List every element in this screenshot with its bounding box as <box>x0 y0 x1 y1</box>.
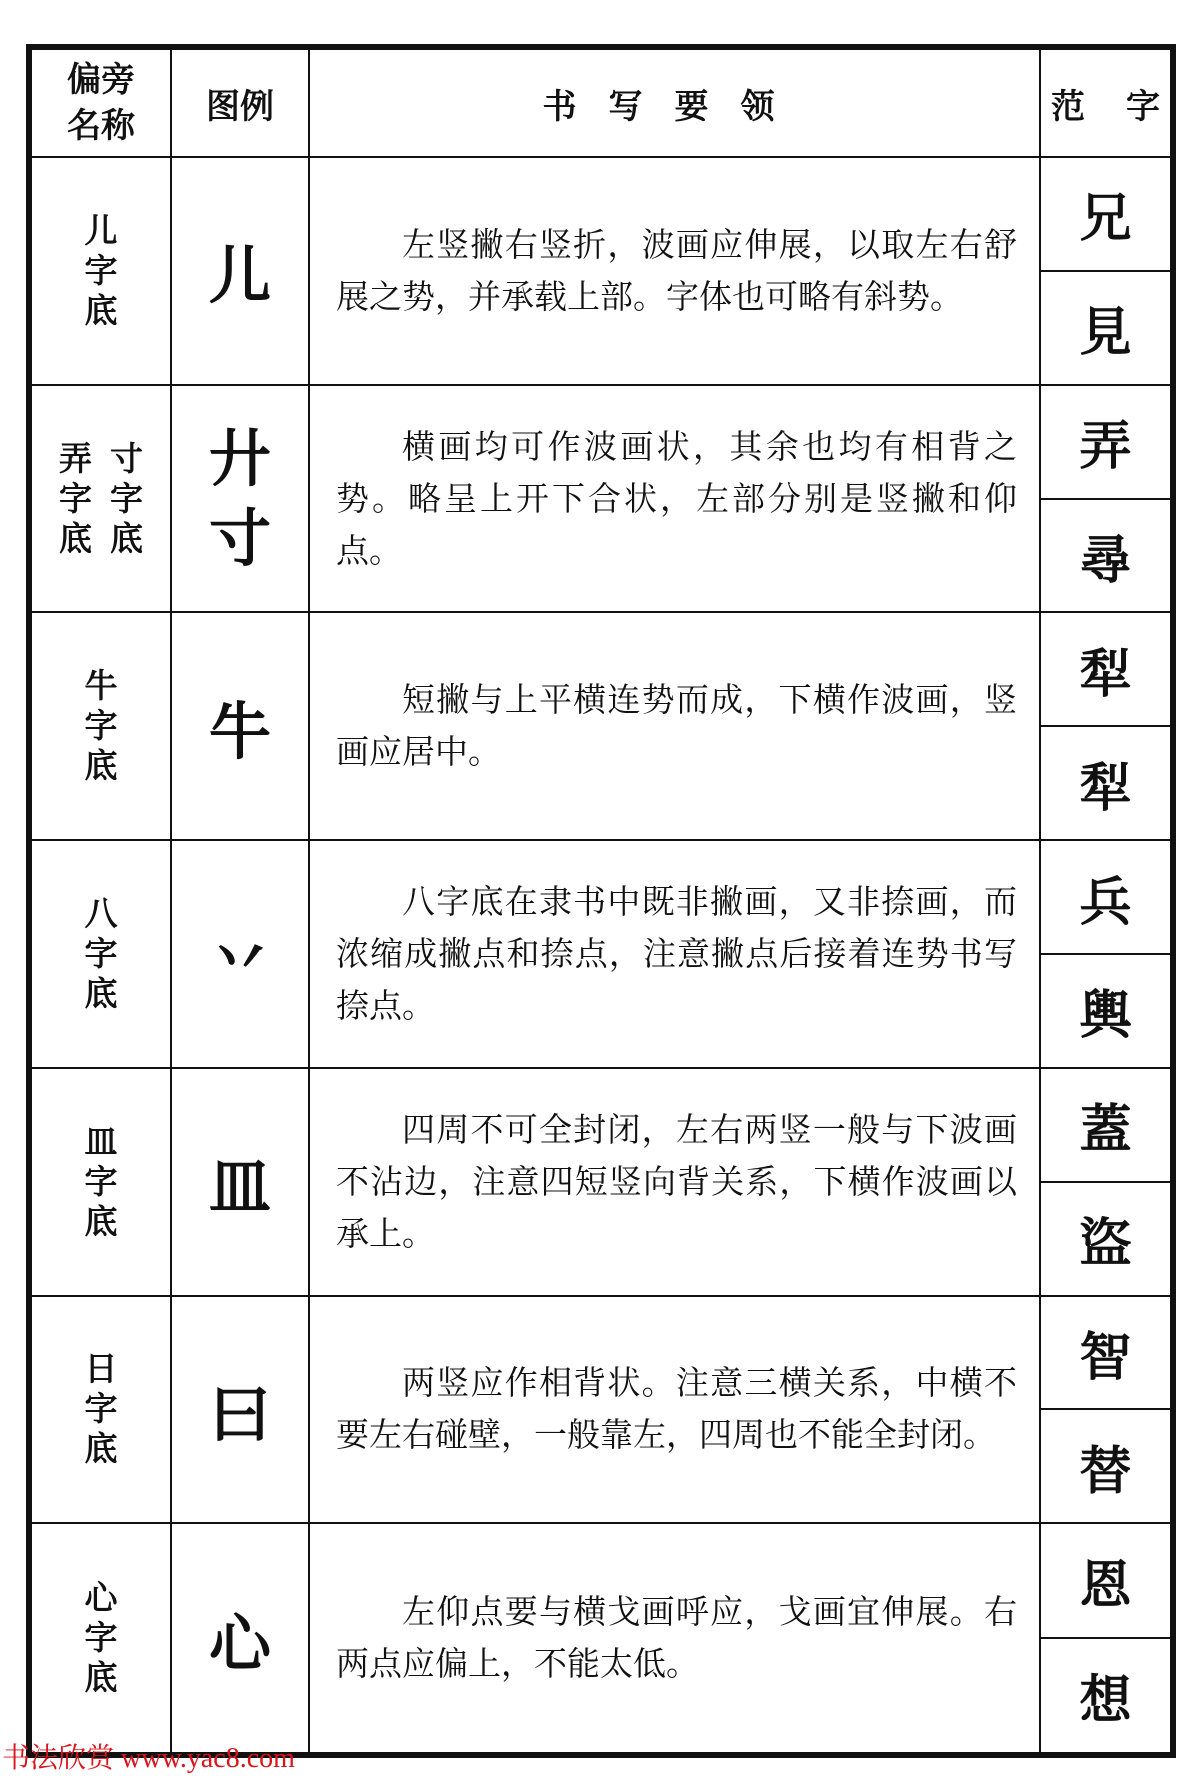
samples-er <box>1041 158 1170 386</box>
radical-name-char: 心 <box>84 1578 118 1618</box>
notes-text: 短撇与上平横连势而成，下横作波画，竖画应居中。 <box>336 680 1017 772</box>
example-glyph: 曰 <box>208 1377 271 1451</box>
radical-name-char: 字 <box>84 1389 118 1429</box>
radical-name-xin <box>32 1524 172 1752</box>
example-glyph-ri <box>172 1297 310 1525</box>
example-glyph-ba <box>172 841 310 1069</box>
notes-text: 四周不可全封闭，左右两竖一般与下波画不沾边，注意四短竖向背关系，下横作波画以承上。 <box>336 1109 1017 1253</box>
radical-name-char: 底 <box>110 518 143 558</box>
notes-text: 八字底在隶书中既非撇画，又非捺画，而浓缩成撇点和捺点，注意撇点后接着连势书写捺点。 <box>336 881 1017 1025</box>
header-notes-label: 书写要领 <box>542 86 807 127</box>
radical-name-char: 牛 <box>84 666 118 706</box>
sample-char: 見 <box>1041 270 1170 384</box>
samples-ba <box>1041 841 1170 1069</box>
header-samples-label-b: 字 <box>1126 86 1160 127</box>
radical-name-char: 字 <box>84 706 118 746</box>
samples-nong-cun <box>1041 386 1170 614</box>
notes-ri <box>310 1297 1041 1525</box>
radical-name-char: 弄 <box>59 438 92 478</box>
header-radical-name <box>32 50 172 158</box>
radical-name-char: 底 <box>84 290 118 330</box>
header-notes <box>310 50 1041 158</box>
radical-name-char: 八 <box>84 893 118 933</box>
example-glyph: 丷 <box>208 922 271 996</box>
header-radical-name-line2: 名称 <box>67 106 135 146</box>
radical-name-char: 底 <box>84 1201 118 1241</box>
sample-char: 弄 <box>1079 416 1132 478</box>
notes-ba <box>310 841 1041 1069</box>
sample-char: 兄 <box>1079 188 1132 250</box>
watermark: 书法欣赏 www.yac8.com <box>2 1743 295 1774</box>
sample-char: 替 <box>1041 1408 1170 1522</box>
radical-name-char: 底 <box>84 1658 118 1698</box>
notes-text: 左仰点要与横戈画呼应，戈画宜伸展。右两点应偏上，不能太低。 <box>336 1592 1017 1684</box>
radical-name-char: 字 <box>84 933 118 973</box>
notes-text: 两竖应作相背状。注意三横关系，中横不要左右碰壁，一般靠左，四周也不能全封闭。 <box>336 1363 1017 1455</box>
radical-name-char: 字 <box>84 1161 118 1201</box>
radical-name-char: 寸 <box>110 438 143 478</box>
example-glyph-nong-cun <box>172 386 310 614</box>
notes-text: 横画均可作波画状，其余也均有相背之势。略呈上开下合状，左部分别是竖撇和仰点。 <box>336 426 1017 570</box>
header-example <box>172 50 310 158</box>
radical-name-char: 字 <box>84 250 118 290</box>
example-glyph: 儿 <box>208 239 271 313</box>
example-glyph-niu <box>172 613 310 841</box>
example-glyph-xin <box>172 1524 310 1752</box>
samples-xin <box>1041 1524 1170 1752</box>
radical-name-char: 字 <box>59 478 92 518</box>
sample-char: 想 <box>1041 1637 1170 1752</box>
sample-char: 智 <box>1079 1326 1132 1388</box>
notes-niu <box>310 613 1041 841</box>
radical-name-char: 底 <box>59 518 92 558</box>
header-samples <box>1041 50 1170 158</box>
sample-char: 恩 <box>1079 1555 1132 1617</box>
samples-ri <box>1041 1297 1170 1525</box>
radical-name-char: 儿 <box>84 210 118 250</box>
radical-name-ba <box>32 841 172 1069</box>
radical-name-col-nong <box>59 439 92 559</box>
radical-name-char: 日 <box>84 1349 118 1389</box>
sample-char: 輿 <box>1041 953 1170 1067</box>
sample-char: 兵 <box>1079 871 1132 933</box>
radical-name-ri <box>32 1297 172 1525</box>
radical-name-char: 底 <box>84 1429 118 1469</box>
radical-name-er <box>32 158 172 386</box>
example-glyph: 廾 <box>208 421 271 495</box>
header-radical-name-line1: 偏旁 <box>67 60 135 100</box>
example-glyph-er <box>172 158 310 386</box>
radical-name-char: 字 <box>110 478 143 518</box>
sample-char: 犁 <box>1041 725 1170 839</box>
radical-name-nong-cun <box>32 386 172 614</box>
header-samples-label-a: 范 <box>1051 86 1085 127</box>
radical-name-char: 底 <box>84 973 118 1013</box>
sample-char: 犁 <box>1079 643 1132 705</box>
samples-niu <box>1041 613 1170 841</box>
samples-min <box>1041 1069 1170 1297</box>
radical-name-niu <box>32 613 172 841</box>
example-glyph: 心 <box>208 1606 271 1680</box>
sample-char: 尋 <box>1041 498 1170 612</box>
example-glyph: 牛 <box>208 694 271 768</box>
notes-min <box>310 1069 1041 1297</box>
notes-text: 左竖撇右竖折，波画应伸展，以取左右舒展之势，并承载上部。字体也可略有斜势。 <box>336 224 1017 316</box>
example-glyph-min <box>172 1069 310 1297</box>
notes-xin <box>310 1524 1041 1752</box>
radical-name-char: 底 <box>84 746 118 786</box>
notes-er <box>310 158 1041 386</box>
notes-nong-cun <box>310 386 1041 614</box>
radical-name-char: 皿 <box>84 1121 118 1161</box>
radical-name-char: 字 <box>84 1618 118 1658</box>
sample-char: 蓋 <box>1079 1099 1132 1161</box>
radical-name-min <box>32 1069 172 1297</box>
example-glyph: 皿 <box>208 1150 271 1224</box>
sample-char: 盜 <box>1041 1181 1170 1295</box>
radical-name-col-cun <box>110 439 143 559</box>
example-glyph: 寸 <box>208 501 271 575</box>
header-example-label: 图例 <box>206 86 274 127</box>
radical-table <box>26 44 1176 1758</box>
